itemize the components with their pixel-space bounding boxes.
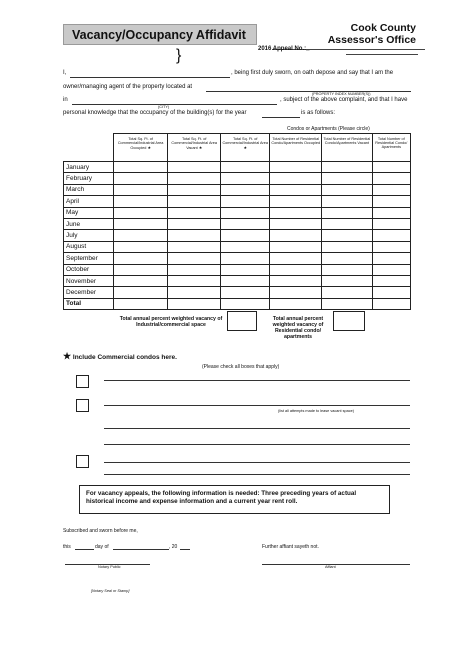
table-cell[interactable] <box>168 287 221 298</box>
table-cell[interactable] <box>114 275 168 286</box>
table-cell[interactable] <box>114 207 168 218</box>
table-header-row <box>64 134 411 162</box>
table-cell[interactable] <box>372 298 410 309</box>
office-line-1: Cook County <box>350 22 416 34</box>
table-cell[interactable] <box>168 275 221 286</box>
table-cell[interactable] <box>168 253 221 264</box>
table-cell[interactable] <box>114 173 168 184</box>
table-cell[interactable] <box>114 241 168 252</box>
table-cell[interactable] <box>322 230 372 241</box>
intro-line-4: personal knowledge that the occupancy of the building(s) for the year <box>63 110 247 116</box>
table-cell[interactable] <box>322 218 372 229</box>
table-cell[interactable] <box>221 298 270 309</box>
table-cell[interactable] <box>322 298 372 309</box>
table-cell[interactable] <box>168 230 221 241</box>
intro-in-label: in <box>63 97 68 103</box>
table-cell[interactable] <box>114 230 168 241</box>
table-cell[interactable] <box>221 196 270 207</box>
month-label: September <box>64 253 114 264</box>
checkbox-3-line-2[interactable] <box>104 474 410 475</box>
affiant-signature-line[interactable] <box>262 564 410 565</box>
intro-line-2: owner/managing agent of the property located at <box>63 84 193 90</box>
table-cell[interactable] <box>372 162 410 173</box>
notary-seal-label: [Notary Seal or Stamp] <box>91 589 130 593</box>
table-row <box>64 230 411 241</box>
industrial-vacancy-field[interactable] <box>227 311 257 331</box>
table-row <box>64 264 411 275</box>
office-name <box>328 22 416 46</box>
subscribed-label: Subscribed and sworn before me, <box>63 528 138 534</box>
city-label: (CITY) <box>158 105 170 109</box>
table-cell[interactable] <box>114 298 168 309</box>
table-cell[interactable] <box>221 230 270 241</box>
appeal-number-field[interactable] <box>346 54 418 55</box>
table-cell[interactable] <box>168 264 221 275</box>
table-cell[interactable] <box>372 241 410 252</box>
intro-line-4-suffix: is as follows: <box>301 110 336 116</box>
day-of-label: day of <box>95 544 109 550</box>
checkbox-1[interactable] <box>76 375 89 388</box>
table-cell[interactable] <box>114 162 168 173</box>
table-cell[interactable] <box>270 264 322 275</box>
table-cell[interactable] <box>322 253 372 264</box>
table-cell[interactable] <box>221 241 270 252</box>
affiant-name-field[interactable] <box>70 77 230 78</box>
table-cell[interactable] <box>270 173 322 184</box>
month-field[interactable] <box>113 549 169 550</box>
table-cell[interactable] <box>372 207 410 218</box>
year-field[interactable] <box>262 117 300 118</box>
table-row <box>64 184 411 195</box>
office-line-2: Assessor's Office <box>327 34 416 46</box>
table-cell[interactable] <box>270 162 322 173</box>
table-row <box>64 173 411 184</box>
table-cell[interactable] <box>322 207 372 218</box>
table-cell[interactable] <box>114 253 168 264</box>
checkbox-2-line[interactable] <box>104 405 410 406</box>
table-cell[interactable] <box>270 241 322 252</box>
col-header: Total Sq. Ft. of Commercial/Industrial Area ★ <box>221 134 270 162</box>
month-label: December <box>64 287 114 298</box>
day-field[interactable] <box>75 549 94 550</box>
table-cell[interactable] <box>372 275 410 286</box>
table-row <box>64 275 411 286</box>
checkbox-1-line[interactable] <box>104 380 410 381</box>
table-cell[interactable] <box>168 196 221 207</box>
table-cell[interactable] <box>114 218 168 229</box>
commercial-condos-text: Include Commercial condos here. <box>72 354 177 361</box>
condo-header: Condos or Apartments (Please circle) <box>287 126 370 132</box>
month-label: January <box>64 162 114 173</box>
table-cell[interactable] <box>322 241 372 252</box>
star-icon: ★ <box>63 351 72 361</box>
further-affiant-label: Further affiant sayeth not. <box>262 544 319 550</box>
form-title: Vacancy/Occupancy Affidavit <box>63 24 257 45</box>
checkbox-3[interactable] <box>76 455 89 468</box>
table-row <box>64 298 411 309</box>
month-label: April <box>64 196 114 207</box>
appeal-number-label: 2016 Appeal No.:_ <box>258 46 310 52</box>
table-cell[interactable] <box>270 184 322 195</box>
pin-label: (PROPERTY INDEX NUMBER(S)) <box>312 92 371 96</box>
table-cell[interactable] <box>168 173 221 184</box>
table-row <box>64 218 411 229</box>
table-cell[interactable] <box>322 173 372 184</box>
col-header: Total Sq. Ft. of Commercial/Industrial Area Occupied ★ <box>114 134 168 162</box>
table-cell[interactable] <box>372 173 410 184</box>
table-row <box>64 207 411 218</box>
month-label: June <box>64 218 114 229</box>
residential-vacancy-label: Total annual percent weighted vacancy of Residential condo/ apartments <box>272 316 324 340</box>
attempts-line-1[interactable] <box>104 428 410 429</box>
table-cell[interactable] <box>221 173 270 184</box>
table-cell[interactable] <box>221 162 270 173</box>
table-cell[interactable] <box>322 275 372 286</box>
table-row <box>64 196 411 207</box>
attempts-line-2[interactable] <box>104 444 410 445</box>
intro-line-1: , being first duly sworn, on oath depose and say that I am the <box>231 70 394 76</box>
table-cell[interactable] <box>270 275 322 286</box>
property-address-field[interactable] <box>206 91 411 92</box>
table-cell[interactable] <box>114 264 168 275</box>
year-prefix-label: , 20 <box>169 544 178 550</box>
table-cell[interactable] <box>372 264 410 275</box>
table-row <box>64 241 411 252</box>
table-cell[interactable] <box>270 253 322 264</box>
table-cell[interactable] <box>168 162 221 173</box>
table-cell[interactable] <box>372 287 410 298</box>
table-row <box>64 162 411 173</box>
checkbox-2[interactable] <box>76 399 89 412</box>
table-cell[interactable] <box>322 196 372 207</box>
residential-vacancy-field[interactable] <box>333 311 365 331</box>
this-label: this <box>63 544 71 550</box>
month-label: May <box>64 207 114 218</box>
table-cell[interactable] <box>270 207 322 218</box>
table-cell[interactable] <box>114 196 168 207</box>
col-header: Total Sq. Ft. of Commercial/Industrial Area Vacant ★ <box>168 134 221 162</box>
col-header: Total Number of Residential Condo/ Apartments <box>372 134 410 162</box>
month-label: Total <box>64 298 114 309</box>
table-cell[interactable] <box>221 207 270 218</box>
affiant-label: Affiant <box>325 565 336 569</box>
table-cell[interactable] <box>322 184 372 195</box>
month-label: July <box>64 230 114 241</box>
notary-public-label: Notary Public <box>98 565 121 569</box>
table-cell[interactable] <box>221 218 270 229</box>
table-cell[interactable] <box>270 287 322 298</box>
table-cell[interactable] <box>114 184 168 195</box>
table-cell[interactable] <box>322 287 372 298</box>
table-cell[interactable] <box>270 196 322 207</box>
table-cell[interactable] <box>221 275 270 286</box>
month-label: February <box>64 173 114 184</box>
city-field[interactable] <box>72 104 277 105</box>
table-cell[interactable] <box>221 253 270 264</box>
attempts-label: (list all attempts made to lease vacant space) <box>278 409 354 413</box>
signing-year-field[interactable] <box>180 549 190 550</box>
brace-mark: } <box>176 47 182 64</box>
commercial-condos-note <box>63 351 177 362</box>
month-label: October <box>64 264 114 275</box>
month-header <box>64 134 114 162</box>
vacancy-appeal-notice: For vacancy appeals, the following information is needed: Three preceding years of actual historical income and expense information and a current year rent roll. <box>79 485 390 514</box>
table-cell[interactable] <box>322 162 372 173</box>
table-cell[interactable] <box>221 287 270 298</box>
table-cell[interactable] <box>372 196 410 207</box>
table-cell[interactable] <box>168 241 221 252</box>
table-row <box>64 287 411 298</box>
table-cell[interactable] <box>372 230 410 241</box>
month-label: March <box>64 184 114 195</box>
occupancy-table <box>63 133 411 310</box>
table-cell[interactable] <box>270 230 322 241</box>
table-cell[interactable] <box>270 298 322 309</box>
table-cell[interactable] <box>372 253 410 264</box>
table-row <box>64 253 411 264</box>
intro-line-3: , subject of the above complaint, and that I have <box>280 97 408 103</box>
table-cell[interactable] <box>114 287 168 298</box>
table-cell[interactable] <box>168 218 221 229</box>
please-check-label: (Please check all boxes that apply) <box>202 364 280 370</box>
intro-i-label: I, <box>63 70 67 76</box>
table-cell[interactable] <box>168 184 221 195</box>
table-cell[interactable] <box>168 298 221 309</box>
col-header: Total Number of Residential Condo/Apartments Vacant <box>322 134 372 162</box>
month-label: November <box>64 275 114 286</box>
table-cell[interactable] <box>270 218 322 229</box>
industrial-vacancy-label: Total annual percent weighted vacancy of Industrial/commercial space <box>119 316 223 328</box>
table-cell[interactable] <box>372 184 410 195</box>
table-cell[interactable] <box>221 264 270 275</box>
table-cell[interactable] <box>221 184 270 195</box>
month-label: August <box>64 241 114 252</box>
table-cell[interactable] <box>322 264 372 275</box>
table-cell[interactable] <box>168 207 221 218</box>
col-header: Total Number of Residential Condo/Apartments Occupied <box>270 134 322 162</box>
table-cell[interactable] <box>372 218 410 229</box>
checkbox-3-line[interactable] <box>104 462 410 463</box>
